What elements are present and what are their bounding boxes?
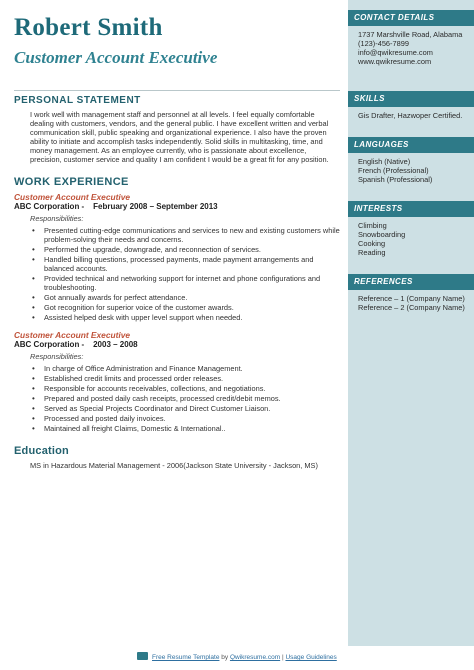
usage-guidelines-link[interactable]: Usage Guidelines bbox=[285, 654, 337, 661]
references-heading: REFERENCES bbox=[348, 274, 474, 290]
main-column bbox=[14, 14, 340, 470]
list-item: • Prepared and posted daily cash receipts, processed credit/debit memos. bbox=[32, 394, 340, 403]
qwikresume-logo-icon bbox=[137, 652, 148, 660]
job-company: ABC Corporation - February 2008 – September 2013 bbox=[14, 202, 218, 211]
candidate-title: Customer Account Executive bbox=[14, 48, 218, 67]
list-item: • Got recognition for superior voice of the customer awards. bbox=[32, 303, 340, 312]
contact-heading: CONTACT DETAILS bbox=[348, 10, 474, 26]
footer bbox=[0, 652, 474, 663]
reference-item: Reference – 1 (Company Name) bbox=[358, 294, 465, 303]
sidebar bbox=[348, 0, 474, 646]
list-item: • Performed the upgrade, downgrade, and reconnection of services. bbox=[32, 245, 340, 254]
personal-statement-heading: PERSONAL STATEMENT bbox=[14, 95, 141, 106]
personal-statement-text: I work well with management staff and personnel at all levels. I feel equally comfortable dealing with customers, vendors, and the general public. I have excellent written and verbal communication skill, public speaking and organizational experience. I also have the proven ability to initiate and accomplish tasks independently. Solid skills in multitasking, time, and money management. As an employee currently, who is passionate about excellence, precision, customer service and quality I am confident I would be a great fit for any position. bbox=[30, 110, 329, 164]
list-item: • Handled billing questions, processed payments, made payment arrangements and balanced accounts. bbox=[32, 255, 340, 273]
list-item: • Established credit limits and processed order releases. bbox=[32, 374, 340, 383]
interest-item: Cooking bbox=[358, 239, 386, 248]
languages-section bbox=[348, 137, 474, 184]
free-resume-template-link[interactable]: Free Resume Template bbox=[152, 654, 220, 661]
job-bullets bbox=[14, 364, 340, 433]
education-text: MS in Hazardous Material Management - 2006(Jackson State University - Jackson, MS) bbox=[30, 461, 318, 470]
list-item: • Served as Special Projects Coordinator and Direct Customer Liaison. bbox=[32, 404, 340, 413]
list-item: • In charge of Office Administration and Finance Management. bbox=[32, 364, 340, 373]
candidate-name: Robert Smith bbox=[14, 14, 163, 41]
education-heading: Education bbox=[14, 445, 69, 457]
list-item: • Presented cutting-edge communications and services to new and existing customers while problem-solving their needs and concerns. bbox=[32, 226, 340, 244]
contact-website[interactable]: www.qwikresume.com bbox=[358, 57, 432, 66]
contact-address: 1737 Marshville Road, Alabama bbox=[358, 30, 463, 39]
footer-separator: | bbox=[280, 654, 286, 661]
job-title: Customer Account Executive bbox=[14, 330, 131, 340]
language-item: Spanish (Professional) bbox=[358, 175, 433, 184]
contact-email[interactable]: info@qwikresume.com bbox=[358, 48, 433, 57]
skills-section bbox=[348, 91, 474, 120]
job-title: Customer Account Executive bbox=[14, 192, 131, 202]
contact-section bbox=[348, 10, 474, 66]
language-item: English (Native) bbox=[358, 157, 411, 166]
qwikresume-link[interactable]: Qwikresume.com bbox=[229, 654, 281, 661]
list-item: • Responsible for accounts receivables, collections, and negotiations. bbox=[32, 384, 340, 393]
job-responsibilities-label: Responsibilities: bbox=[30, 214, 84, 223]
reference-item: Reference – 2 (Company Name) bbox=[358, 303, 465, 312]
list-item: • Processed and posted daily invoices. bbox=[32, 414, 340, 423]
interest-item: Climbing bbox=[358, 221, 387, 230]
languages-heading: LANGUAGES bbox=[348, 137, 474, 153]
interest-item: Reading bbox=[358, 248, 386, 257]
skills-heading: SKILLS bbox=[348, 91, 474, 107]
list-item: • Maintained all freight Claims, Domestic & International.. bbox=[32, 424, 340, 433]
interests-heading: INTERESTS bbox=[348, 201, 474, 217]
job-entry bbox=[14, 192, 340, 322]
references-section bbox=[348, 274, 474, 312]
contact-phone: (123)-456-7899 bbox=[358, 39, 409, 48]
list-item: • Got annually awards for perfect attendance. bbox=[32, 293, 340, 302]
job-entry bbox=[14, 330, 340, 433]
language-item: French (Professional) bbox=[358, 166, 429, 175]
footer-separator: by bbox=[219, 654, 230, 661]
interests-section bbox=[348, 201, 474, 257]
job-responsibilities-label: Responsibilities: bbox=[30, 352, 84, 361]
skills-text: Gis Drafter, Hazwoper Certified. bbox=[358, 111, 463, 120]
header-divider bbox=[14, 90, 340, 91]
job-company: ABC Corporation - 2003 – 2008 bbox=[14, 340, 138, 349]
list-item: • Assisted helped desk with upper level support when needed. bbox=[32, 313, 340, 322]
job-bullets bbox=[14, 226, 340, 322]
work-experience-heading: WORK EXPERIENCE bbox=[14, 176, 129, 188]
interest-item: Snowboarding bbox=[358, 230, 406, 239]
list-item: • Provided technical and networking support for internet and phone configurations and troubleshooting. bbox=[32, 274, 340, 292]
